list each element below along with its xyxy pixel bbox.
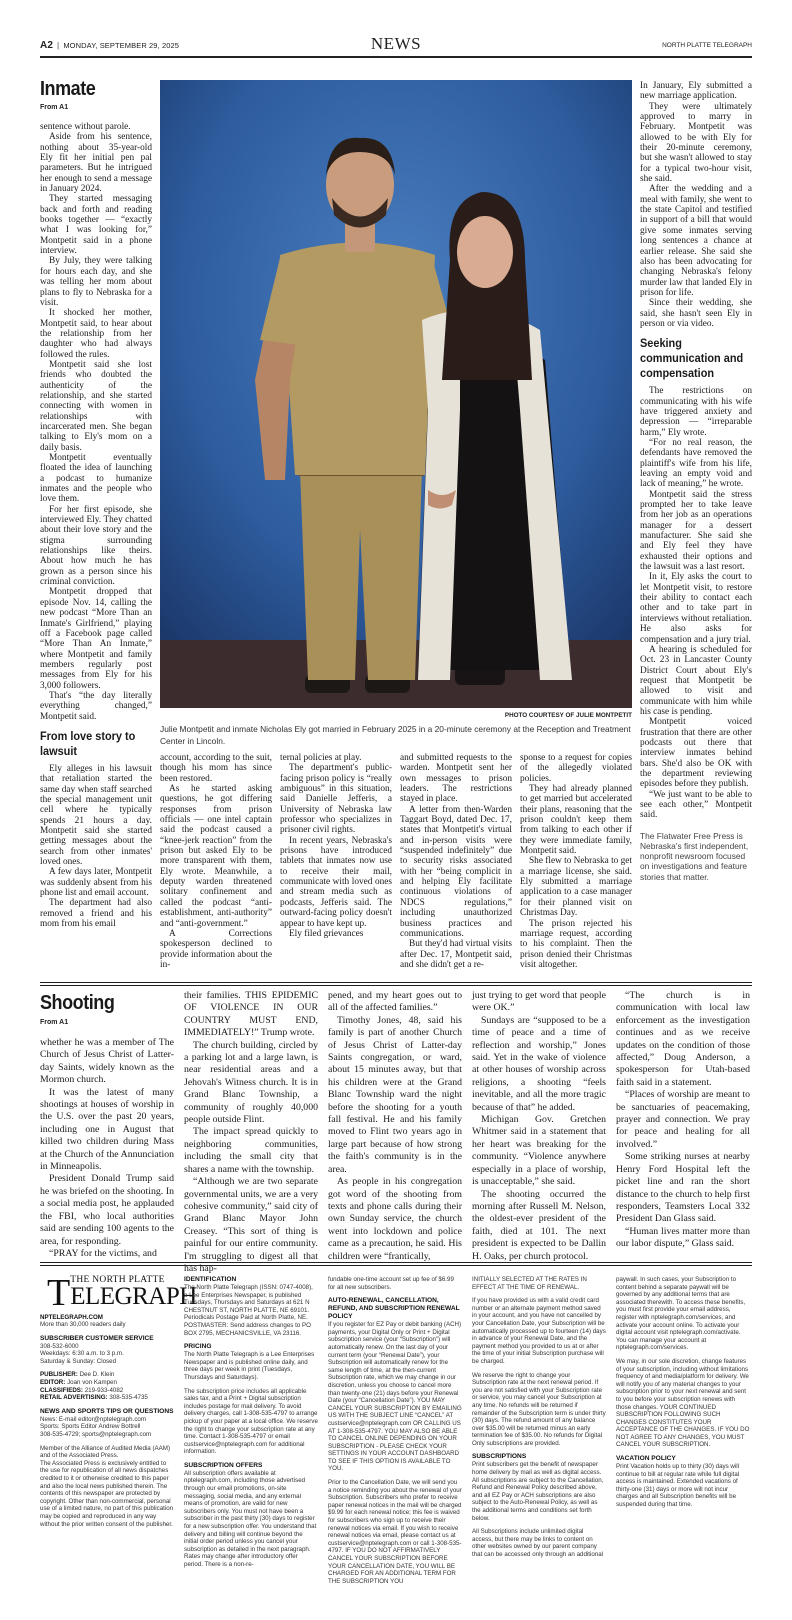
article-paragraph: A few days later, Montpetit was suddenly absent from his phone list and email account. — [40, 867, 152, 899]
inmate-column-4 — [400, 753, 512, 970]
weekend-hours: Saturday & Sunday: Closed — [40, 1357, 117, 1365]
article-paragraph: The restrictions on communicating with his wife have triggered anxiety and depression — “irreparable harm,” Ely wrote. — [640, 386, 752, 438]
article-paragraph: She flew to Nebraska to get a marriage license, she said. Ely submitted a marriage application to a case manager for their planned visit on Christmas Day. — [520, 856, 633, 919]
article-paragraph: Montpetit dropped that episode Nov. 14, calling the new podcast “More Than an Inmate's Girlfriend,” playing off a Facebook page called “More Than An Inmate,” where Montpetit and family members regularly post messages from Ely for his 3,000 followers. — [40, 587, 152, 691]
article-paragraph: and submitted requests to the warden. Montpetit sent her own messages to prison leaders. The restrictions stayed in place. — [400, 753, 512, 805]
ap-notice: The Associated Press is exclusively entitled to the use for republication of all news dispatches credited to it or otherwise credited to this paper and also the local news published therein. The contents of this newspaper are protected by copyright. Other than non-commercial, personal use of a limited nature, no part of this publication may be copied and reproduced in any way without the prior written consent of the publisher. — [40, 1459, 174, 1528]
article-paragraph: A Corrections spokesperson declined to provide information about the in- — [160, 928, 272, 970]
policy-paragraph: fundable one-time account set up fee of $6.99 for all new subscribers. — [328, 1276, 454, 1291]
article-paragraph: As he started asking questions, he got differing responses from prison officials — one intel captain said the podcast caused a “knee-jerk reaction” from the prison but asked Ely to be more transparent with them, Ely wrote. Meanwhile, a deputy warden threatened solitary confinement and called the podcast “anti-establishment, anti-authority” and “anti-government.” — [160, 784, 272, 929]
logo-word: ELEGRAPH — [70, 1282, 197, 1310]
policy-heading: SUBSCRIPTION OFFERS — [184, 1461, 263, 1469]
staff-publisher: PUBLISHER: Dee D. Klein — [40, 1371, 115, 1379]
article-paragraph: In recent years, Nebraska's prisons have introduced tablets that inmates now use to receive their mail, communicate with loved ones and stream media such as podcasts, Jefferis said. The outward-facing policy doesn't appear to have kept up. — [280, 835, 392, 929]
article-paragraph: “Human lives matter more than our labor dispute,” Glass said. — [616, 1225, 750, 1250]
article-paragraph: Montpetit eventually floated the idea of launching a podcast to humanize inmates and the people who love them. — [40, 453, 152, 505]
shooting-column-1 — [40, 1037, 174, 1260]
article-paragraph: The impact spread quickly to neighboring communities, including the small city that shares a name with the township. — [184, 1126, 318, 1175]
article-paragraph: But they'd had virtual visits after Dec. 17, Montpetit said, and she didn't get a re- — [400, 939, 512, 970]
policy-paragraph: Print Vacation holds up to thirty (30) days will continue to bill at regular rate while full digital access is maintained. Extended vacations of thirty-one (31) days or more will not incur charges and all Subscription benefits will be suspended during that time. — [616, 1463, 740, 1509]
article-paragraph: In it, Ely asks the court to let Montpetit visit, to restore their ability to contact each other and to take part in interviews without retaliation. He also asks for compensation and a jury trial. — [640, 572, 752, 645]
inmate-column-6 — [640, 81, 752, 882]
article-paragraph: pened, and my heart goes out to all of the affected families.” — [328, 990, 462, 1014]
article-paragraph: “We just want to be able to see each other,” Montpetit said. — [640, 789, 752, 821]
subhead-love-story: From love story to lawsuit — [40, 730, 136, 758]
tips-contact: 308-535-4729; sports@nptelegraph.com — [40, 1431, 152, 1439]
policy-paragraph: The subscription price includes all applicable sales tax, and a Print + Digital subscription includes postage for mail delivery. To avoid delivery charges, call 1-308-535-4797 to arrange pickup of your paper at a local office. We reserve the right to change your subscription rate at any time. Contact 1-308-535-4797 or email custservice@nptelegraph.com for additional information. — [184, 1387, 318, 1456]
article-paragraph: Montpetit said she lost friends who doubted the authenticity of the relationship, and she started connecting with women in relationships with incarcerated men. She began talking to Ely's mom on a daily basis. — [40, 359, 152, 453]
inmate-column-1 — [40, 122, 152, 929]
article-paragraph: The shooting occurred the morning after Russell M. Nelson, the oldest-ever president of the faith, died at 101. The next president is expected to be Dallin H. Oaks, per church protocol. — [472, 1188, 606, 1262]
policy-paragraph: paywall. In such cases, your Subscription to content behind a separate paywall will be governed by any additional terms that are associated therewith. To access these benefits, you must first provide your email address, register with nptelegraph.com/services, and activate your account online. To activate your digital account visit nptelegraph.com/activate. You can manage your account at nptelegraph.com/services. — [616, 1276, 746, 1352]
article-paragraph: Timothy Jones, 48, said his family is part of another Church of Jesus Christ of Latter-day Saints congregation, or ward, about 15 minutes away, but that his children were at the Grand Blanc Township ward the night before the shooting for a youth fall festival. He and his family moved to Flint two years ago in large part because of how strong the faith's community is in the area. — [328, 1014, 462, 1175]
website-link[interactable]: NPTELEGRAPH.COM — [40, 1313, 103, 1321]
staff-editor: EDITOR: Joan von Kampen — [40, 1379, 117, 1387]
policy-paragraph: We reserve the right to change your Subscription rate at the next renewal period. If you are not satisfied with your Subscription rate or service, you may cancel your Subscription at any time. No refunds will be returned if remainder of the Subscription term is under thirty (30) days. The refund amount of any balance over $35.00 will be returned minus an early termination fee of $35.00. No refunds for Digital Only subscriptions are provided. — [472, 1371, 606, 1447]
customer-service-heading: SUBSCRIBER CUSTOMER SERVICE — [40, 1334, 154, 1342]
article-paragraph: “Places of worship are meant to be sanctuaries of peacemaking, prayer and connection. We pray for peace and healing for all involved.” — [616, 1089, 750, 1150]
article-paragraph: It shocked her mother, Montpetit said, to hear about the relationship from her daughter who had always followed the rules. — [40, 308, 152, 360]
policy-heading: AUTO-RENEWAL, CANCELLATION, REFUND, AND SUBSCRIPTION RENEWAL POLICY — [328, 1297, 460, 1321]
article-paragraph: whether he was a member of The Church of Jesus Christ of Latter-day Saints, widely known as the Mormon church. — [40, 1037, 174, 1086]
staff-classifieds: CLASSIFIEDS: 219-933-4082 — [40, 1386, 124, 1394]
footer-column-3 — [328, 1276, 462, 1591]
staff-list — [40, 1371, 174, 1401]
article-paragraph: sentence without parole. — [40, 122, 131, 132]
article-paragraph: That's “the day literally everything changed,” Montpetit said. — [40, 690, 152, 722]
inmate-jump-line: From A1 — [40, 104, 69, 111]
inmate-headline: Inmate — [40, 78, 96, 100]
article-paragraph: President Donald Trump said he was briefed on the shooting. In a social media post, he applauded the FBI, who local authorities said are sending 100 agents to the area, for responding. — [40, 1173, 174, 1247]
article-paragraph: ternal policies at play. — [280, 753, 362, 763]
article-paragraph: Sundays are “supposed to be a time of peace and a time of reflection and worship,” Jones said. Yet in the wake of violence at other houses of worship across religions, a shooting “feels inevitable, and all the more tragic because of that” he added. — [472, 1014, 606, 1113]
paper-name: NORTH PLATTE TELEGRAPH — [662, 42, 752, 49]
article-paragraph: A hearing is scheduled for Oct. 23 in Lancaster County District Court about Ely's request that Montpetit be allowed to visit and communicate with him while his case is pending. — [640, 644, 752, 717]
folio-separator: | — [56, 41, 60, 50]
article-paragraph: For her first episode, she interviewed Ely. They chatted about their love story and the stigma surrounding relationships like theirs. About how much he has grown as a person since his criminal conviction. — [40, 504, 152, 588]
policy-heading: IDENTIFICATION — [184, 1276, 237, 1283]
footer-divider — [40, 1262, 752, 1266]
article-paragraph: The department had also removed a friend and his mom from his email — [40, 898, 152, 930]
article-paragraph: It was the latest of many shootings at houses of worship in the U.S. over the past 20 years, including one in August that killed two children during Mass at the Church of the Annunciation in Minneapolis. — [40, 1086, 174, 1173]
subhead-communication: Seeking communication and compensation — [640, 338, 744, 381]
tips-news: News: E-mail editor@nptelegraph.com — [40, 1415, 147, 1423]
masthead-column — [40, 1271, 197, 1534]
policy-paragraph: The North Platte Telegraph (ISSN: 0747-4008), a Lee Enterprises Newspaper, is published Tuesdays, Thursdays and Saturdays at 621 N CHESTNUT ST, NORTH PLATTE, NE 69101. Periodicals Postage Paid at North Platte, NE. POSTMASTER: Send address changes to PO BOX 2795, MECHANICSVILLE, VA 23116. — [184, 1284, 313, 1337]
section-title: NEWS — [370, 34, 422, 53]
shooting-column-4 — [472, 990, 606, 1263]
policy-paragraph: The North Platte Telegraph is a Lee Enterprises Newspaper and is published online daily, and three days per week in print (Tuesdays, Thursdays and Saturdays). — [184, 1351, 315, 1381]
footer-column-5 — [616, 1276, 750, 1515]
policy-paragraph: If you register for EZ Pay or debit banking (ACH) payments, your Digital Only or Print + Digital subscription service (your “Subscription”) will automatically renew. On the last day of your current term (your “Renewal Date”), your Subscription will automatically renew for the same length of time, at the then-current Subscription rate, which we may change in our discretion, unless you choose to cancel more than twenty-one (21) days before your Renewal Date (your “Cancellation Date”). YOU MAY CANCEL YOUR SUBSCRIPTION BY EMAILING US WITH THE SUBJECT LINE “CANCEL” AT custservice@nptelegraph.com OR CALLING US AT 1-308-535-4797. YOU MAY ALSO BE ABLE TO CANCEL ONLINE DEPENDING ON YOUR SUBSCRIPTION - PLEASE CHECK YOUR SETTINGS IN YOUR ACCOUNT DASHBOARD TO SEE IF THIS OPTION IS AVAILABLE TO YOU. — [328, 1321, 462, 1473]
shooting-column-2 — [184, 990, 318, 1275]
article-paragraph: The church building, circled by a parking lot and a large lawn, is near residential areas and a Jehovah's Witness church. It is in Grand Blanc Township, a community of roughly 40,000 people outside Flint. — [184, 1039, 318, 1126]
shooting-headline: Shooting — [40, 992, 115, 1014]
article-paragraph: Since their wedding, she said, she hasn't seen Ely in person or via video. — [640, 298, 752, 329]
article-paragraph: Michigan Gov. Gretchen Whitmer said in a statement that her heart was breaking for the community. “Violence anywhere especially in a place of worship, is unacceptable,” she said. — [472, 1114, 606, 1188]
article-paragraph: account, according to the suit, though his mom has since been restored. — [160, 753, 272, 784]
telegraph-logo: T THE NORTH PLATTE ELEGRAPH — [47, 1271, 197, 1314]
issue-date: MONDAY, SEPTEMBER 29, 2025 — [63, 41, 180, 50]
wedding-photo — [160, 80, 632, 708]
weekday-hours: Weekdays: 6:30 a.m. to 3 p.m. — [40, 1350, 124, 1358]
article-paragraph: By July, they were talking for hours each day, and she was telling her mom about plans to fly to Nebraska for a visit. — [40, 256, 152, 308]
article-paragraph: Some striking nurses at nearby Henry Ford Hospital left the picket line and ran the short distance to the church to help first responders, Teamsters Local 332 President Dan Glass said. — [616, 1151, 750, 1225]
footer-column-4 — [472, 1276, 606, 1565]
article-paragraph: They were ultimately approved to marry in February. Montpetit was allowed to be with Ely for their 20-minute ceremony, but she wasn't allowed to stay for a typical two-hour visit, she said. — [640, 101, 752, 185]
article-paragraph: They started messaging back and forth and reading books together — “exactly what I was looking for,” Montpetit said in a phone interview. — [40, 194, 152, 257]
logo-small-text: THE NORTH PLATTE — [70, 1275, 165, 1285]
staff-retail-advertising: RETAIL ADVERTISING: 308-535-4735 — [40, 1394, 148, 1402]
article-paragraph: A letter from then-Warden Taggart Boyd, dated Dec. 17, states that Montpetit's virtual and in-person visits were “suspended indefinitely” due to security risks associated with her “being complicit in and helping Ely facilitate continuous violations of NDCS regulations,” including unauthorized business practices and communications. — [400, 804, 512, 939]
footer-column-2 — [184, 1276, 318, 1575]
photo-caption: Julie Montpetit and inmate Nicholas Ely got married in February 2025 in a 20-minute ceremony at the Reception and Treatment Center in Lincoln. — [160, 724, 631, 746]
article-paragraph: sponse to a request for copies of the allegedly violated policies. — [520, 753, 632, 784]
article-paragraph: Montpetit voiced frustration that there are other podcasts out there that interview inmates behind bars. She'd also be OK with the department reviewing episodes before they publish. — [640, 717, 752, 790]
article-paragraph: Ely alleges in his lawsuit that retaliation started the same day when staff searched the special management unit cell where he typically spends 21 hours a day. Montpetit said she started getting messages about the search from other inmates' loved ones. — [40, 763, 152, 868]
policy-paragraph: All Subscriptions include unlimited digital access, but there may be links to content on other websites owned by our parent company that can be accessed only through an additional — [472, 1528, 604, 1558]
article-paragraph: After the wedding and a meal with family, she went to the state Capitol and testified in support of a bill that would give some inmates serving long sentences a chance at earlier release. She said she also has been advocating for changing Nebraska's felony murder law that landed Ely in prison for life. — [640, 184, 752, 298]
flatwater-note: The Flatwater Free Press is Nebraska's first independent, nonprofit newsroom focused on investigations and feature stories that matter. — [640, 830, 749, 882]
shooting-column-3 — [328, 990, 462, 1263]
article-paragraph: Montpetit said the stress prompted her to take leave from her job as an operations manager for a dessert manufacturer. She said she and Ely feel they have exhausted their options and the lawsuit was a last resort. — [640, 489, 752, 573]
article-paragraph: They had already planned to get married but accelerated their plans, reasoning that the prison couldn't keep them from talking to each other if they were immediate family, Montpetit said. — [520, 784, 632, 857]
policy-paragraph: If you have provided us with a valid credit card number or an alternate payment method saved in your account, and you have not cancelled by your Cancellation Date, your Subscription will be automatically processed up to fourteen (14) days in advance of your Renewal Date, and the payment method you provided to us at or after the time of your initial Subscription purchase will be charged. — [472, 1297, 606, 1365]
article-paragraph: “Although we are two separate governmental units, we are a very cohesive community,” said city of Grand Blanc Mayor John Creasey. “This sort of thing is painful for our entire community. I'm struggling to digest all that has hap- — [184, 1176, 318, 1274]
policy-paragraph: Prior to the Cancellation Date, we will send you a notice reminding you about the renewal of your Subscription. Subscribers who prefer to receive paper renewal notices in the mail will be charged $9.99 for each renewal notice; this fee is waived for subscribers who sign up to receive their renewal notices via email. If you wish to receive renewal notices via email, please contact us at custservice@nptelegraph.com or call 1-308-535-4797. IF YOU DO NOT AFFIRMATIVELY CANCEL YOUR SUBSCRIPTION BEFORE YOUR CANCELLATION DATE, YOU WILL BE CHARGED FOR AN ADDITIONAL TERM FOR THE SUBSCRIPTION YOU — [328, 1479, 462, 1585]
page-number: A2 — [40, 40, 53, 51]
membership-note: Member of the Alliance of Audited Media (AAM) and of the Associated Press. — [40, 1444, 170, 1460]
article-paragraph: Ely filed grievances — [289, 928, 364, 939]
article-paragraph: The department's public-facing prison policy is “really ambiguous” in this situation, said Danielle Jefferis, a University of Nebraska law professor who specializes in prisoner civil rights. — [280, 763, 392, 836]
policy-paragraph: INITIALLY SELECTED AT THE RATES IN EFFECT AT THE TIME OF RENEWAL. — [472, 1276, 587, 1291]
article-paragraph: In January, Ely submitted a new marriage application. — [640, 81, 752, 102]
tips-sports: Sports: Sports Editor Andrew Bottrell — [40, 1423, 141, 1431]
article-paragraph: “PRAY for the victims, and — [49, 1247, 157, 1259]
inmate-column-3 — [280, 753, 392, 939]
article-paragraph: As people in his congregation got word of the shooting from texts and phone calls during their own Sunday service, the church went into lockdown and police came as a precaution, he said. His children were “frantically, — [328, 1176, 462, 1262]
policy-paragraph: We may, in our sole discretion, change features of your subscription, including without limitations frequency of and media/platform for delivery. We will notify you of any material changes to your subscription prior to your next renewal and sent to you before your subscription renews with those changes. YOUR CONTINUED SUBSCRIPTION FOLLOWING SUCH CHANGES CONSTITUTES YOUR ACCEPTANCE OF THE CHANGES. IF YOU DO NOT AGREE TO ANY CHANGES, YOU MUST CANCEL YOUR SUBSCRIPTION. — [616, 1357, 750, 1449]
tips-heading: NEWS AND SPORTS TIPS OR QUESTIONS — [40, 1407, 174, 1415]
readership: More than 30,000 readers daily — [40, 1321, 126, 1329]
article-paragraph: Aside from his sentence, nothing about 35-year-old Ely fit her initial pen pal parameters. But he intrigued her enough to send a message in January 2024. — [40, 132, 152, 195]
inmate-column-2 — [160, 753, 272, 970]
policy-paragraph: Print subscribers get the benefit of newspaper home delivery by mail as well as digital access. All subscriptions are subject to the Cancellation, Refund and Renewal Policy described above, and all EZ Pay or ACH subscriptions are also subject to the Auto-Renewal Policy, as well as the additional terms and conditions set forth below. — [472, 1461, 604, 1522]
shooting-jump-line: From A1 — [40, 1019, 69, 1026]
policy-paragraph: All subscription offers available at nptelegraph.com, including those advertised through our email promotions, on-site messaging, social media, and any external means of promotion, are valid for new subscribers only. You must not have been a subscriber in the past thirty (30) days to register for a new subscription offer. You understand that delivery and billing will continue beyond the initial order period unless you cancel your subscription as detailed in the next paragraph. Rates may change after introductory offer period. There is a non-re- — [184, 1469, 317, 1568]
article-paragraph: their families. THIS EPIDEMIC OF VIOLENCE IN OUR COUNTRY MUST END, IMMEDIATELY!” Trump wrote. — [184, 990, 318, 1039]
policy-heading: SUBSCRIPTIONS — [472, 1453, 527, 1461]
article-paragraph: The prison rejected his marriage request, according to his complaint. Then the prison denied their Christmas visit altogether. — [520, 918, 632, 970]
article-paragraph: just trying to get word that people were OK.” — [472, 990, 606, 1014]
customer-service-phone: 308-532-6000 — [40, 1342, 79, 1350]
article-paragraph: “The church is in communication with local law enforcement as the investigation continues and as we receive updates on the condition of those affected,” Doug Anderson, a spokesperson for Utah-based faith said in a statement. — [616, 990, 750, 1088]
section-divider — [40, 982, 752, 986]
policy-heading: PRICING — [184, 1343, 212, 1351]
shooting-column-5 — [616, 990, 750, 1251]
inmate-column-5 — [520, 753, 632, 970]
header-rule — [40, 56, 752, 58]
policy-heading: VACATION POLICY — [616, 1455, 676, 1463]
article-paragraph: “For no real reason, the defendants have removed the plaintiff's wife from his life, leaving an empty void and lack of meaning,” he wrote. — [640, 437, 752, 490]
photo-credit: PHOTO COURTESY OF JULIE MONTPETIT — [504, 712, 632, 719]
